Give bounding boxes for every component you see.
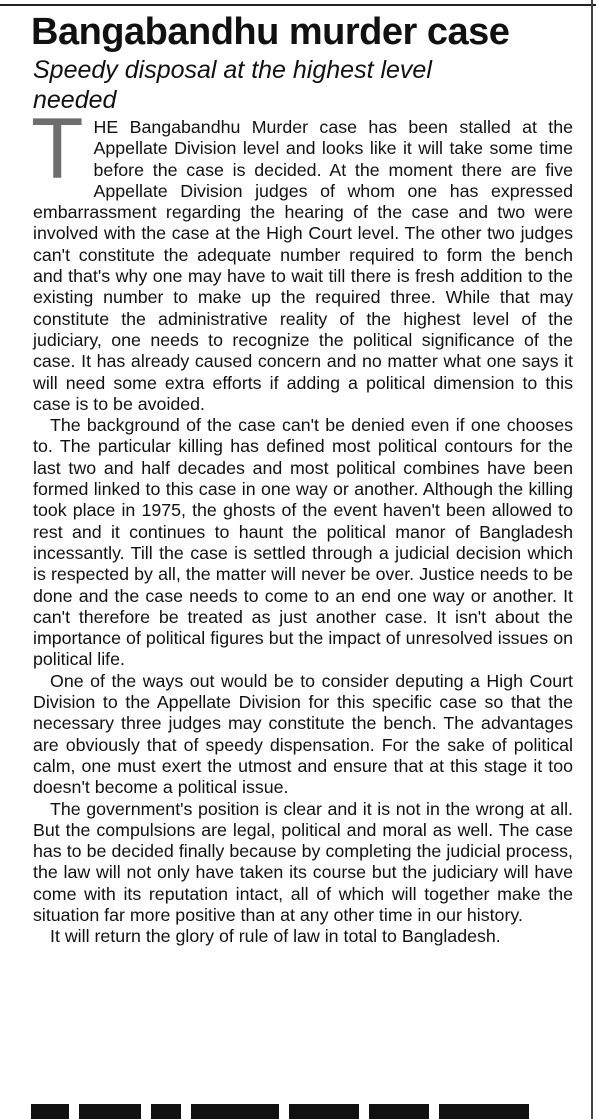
next-article-headline-cutoff xyxy=(31,1104,591,1119)
paragraph-1 xyxy=(31,101,573,415)
cutoff-word xyxy=(439,1104,529,1119)
cutoff-word xyxy=(79,1104,141,1119)
paragraph-2: The background of the case can't be denied even if one chooses to. The particular killing has defined most political contours for the last two and half decades and most political combines have been formed linked to this case in one way or another. Although the killing took place in 1975, the ghosts of the event haven't been allowed to rest and it continues to haunt the political manor of Bangladesh incessantly. Till the case is settled through a judicial decision which is respected by all, the matter will never be over. Justice needs to be done and the case needs to come to an end one way or another. It can't therefore be treated as just another case. It isn't about the importance of political figures but the impact of unresolved issues on political life. xyxy=(33,415,573,670)
paragraph-3: One of the ways out would be to consider deputing a High Court Division to the Appellate Division for this specific case so that the necessary three judges may constitute the bench. The advantages are obviously that of speedy dispensation. For the sake of political calm, one must exert the utmost and ensure that at this stage it too doesn't become a political issue. xyxy=(33,670,573,798)
cutoff-word xyxy=(369,1104,429,1119)
subheadline: Speedy disposal at the highest level needed xyxy=(33,56,432,114)
top-rule xyxy=(0,4,596,6)
cutoff-word xyxy=(151,1104,181,1119)
article-body xyxy=(31,101,573,948)
column-rule xyxy=(591,0,593,1119)
cutoff-word xyxy=(289,1104,359,1119)
cutoff-word xyxy=(191,1104,279,1119)
paragraph-1-text: HE Bangabandhu Murder case has been stalled at the Appellate Division level and looks like it will take some time before the case is decided. At the moment there are five Appellate Division judges of whom one has expressed embarrassment regarding the hearing of the case and two were involved with the case at the High Court level. The other two judges can't constitute the adequate number required to form the bench and that's why one may have to wait till there is fresh addition to the existing number to make up the required three. While that may constitute the administrative reality of the highest level of the judiciary, one needs to recognize the political significance of the case. It has already caused concern and no matter what one says it will need some extra efforts if adding a political dimension to this case is to be avoided. xyxy=(33,117,573,414)
paragraph-4: The government's position is clear and it is not in the wrong at all. But the compulsions are legal, political and moral as well. The case has to be decided finally because by completing the judicial process, the law will not only have taken its course but the judiciary will have come with its reputation intact, all of which will together make the situation far more positive than at any other time in our history. xyxy=(33,798,573,925)
paragraph-5: It will return the glory of rule of law in total to Bangladesh. xyxy=(50,926,501,947)
cutoff-word xyxy=(31,1104,69,1119)
headline: Bangabandhu murder case xyxy=(31,11,510,53)
drop-cap: T xyxy=(31,101,84,197)
